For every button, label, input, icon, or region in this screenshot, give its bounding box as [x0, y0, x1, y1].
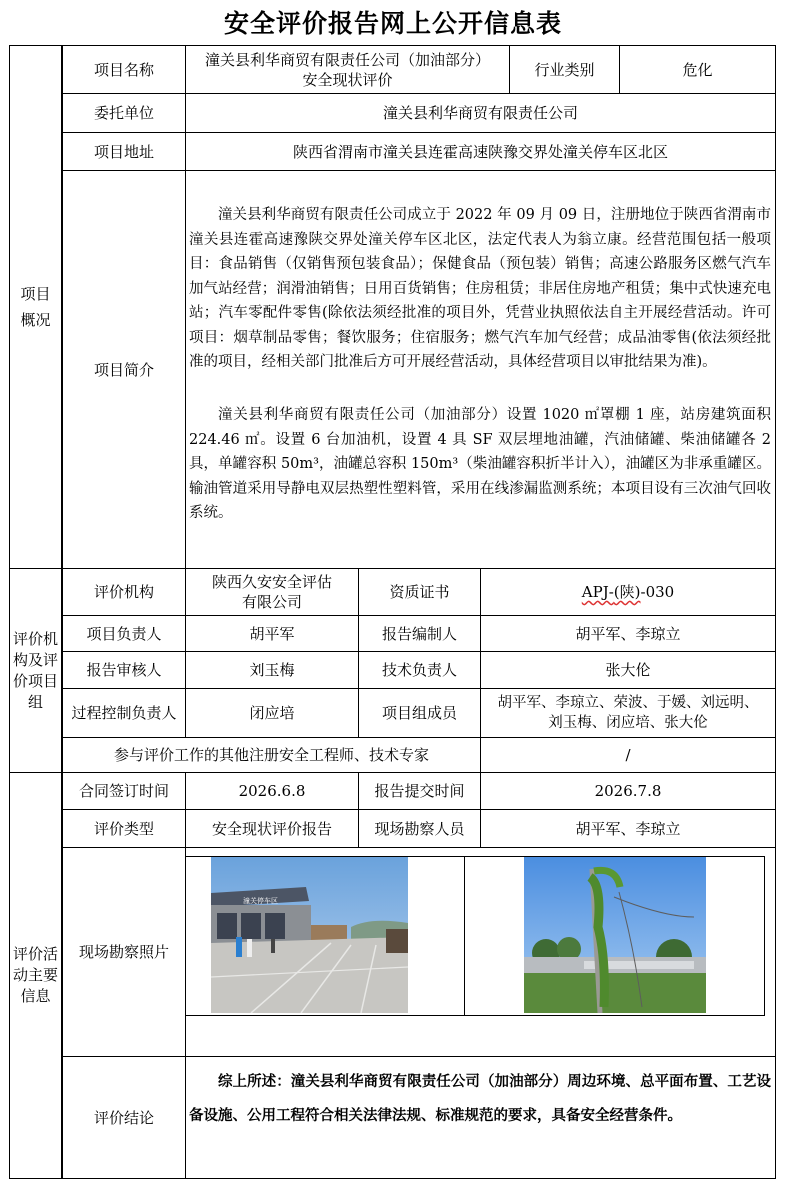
- leader-label: 项目负责人: [62, 615, 186, 652]
- others-label: 参与评价工作的其他注册安全工程师、技术专家: [62, 737, 481, 773]
- client-value: 潼关县利华商贸有限责任公司: [185, 93, 776, 133]
- leader-value: 胡平军: [185, 615, 359, 652]
- intro-paragraph-2: 潼关县利华商贸有限责任公司（加油部分）设置 1020 ㎡罩棚 1 座，站房建筑面积 224.46 ㎡。设置 6 台加油机，设置 4 具 SF 双层埋地油罐，汽油储罐、柴油储罐各 2 具，单罐容积 50m³，油罐总容积 150m³（柴油罐容积折半计入），油罐区为非承重罐区。输油管道采用导静电双层热塑性塑料管，采用在线渗漏监测系统；本项目设有三次油气回收系统。: [189, 407, 771, 521]
- inspectors-value: 胡平军、李琼立: [480, 809, 776, 848]
- submit-label: 报告提交时间: [358, 772, 481, 810]
- writer-value: 胡平军、李琼立: [480, 615, 776, 652]
- submit-value: 2026.7.8: [480, 772, 776, 810]
- members-value: 胡平军、李琼立、荣波、于媛、刘远明、 刘玉梅、闭应培、张大伦: [480, 688, 776, 738]
- cert-mid: (陕): [613, 583, 641, 601]
- type-label: 评价类型: [62, 809, 186, 848]
- type-value: 安全现状评价报告: [185, 809, 359, 848]
- cert-label: 资质证书: [358, 568, 481, 616]
- industry-value: 危化: [619, 45, 776, 94]
- intro-label: 项目简介: [62, 170, 186, 569]
- site-photo-equipment: [524, 857, 706, 1013]
- photos-label: 现场勘察照片: [62, 847, 186, 1057]
- tech-label: 技术负责人: [358, 651, 481, 689]
- cert-suffix: -030: [640, 583, 675, 601]
- members-label: 项目组成员: [358, 688, 481, 738]
- contract-value: 2026.6.8: [185, 772, 359, 810]
- org-value: 陕西久安安全评估 有限公司: [185, 568, 359, 616]
- client-label: 委托单位: [62, 93, 186, 133]
- photo-divider: [464, 856, 465, 1016]
- writer-label: 报告编制人: [358, 615, 481, 652]
- org-label: 评价机构: [62, 568, 186, 616]
- address-label: 项目地址: [62, 132, 186, 171]
- cert-prefix: APJ-: [581, 583, 614, 601]
- industry-label: 行业类别: [509, 45, 620, 94]
- site-photo-service-area: [211, 857, 408, 1013]
- page-title: 安全评价报告网上公开信息表: [223, 9, 562, 38]
- reviewer-value: 刘玉梅: [185, 651, 359, 689]
- inspectors-label: 现场勘察人员: [358, 809, 481, 848]
- cert-value: [480, 568, 776, 616]
- project-name-label: 项目名称: [62, 45, 186, 94]
- reviewer-label: 报告审核人: [62, 651, 186, 689]
- tech-value: 张大伦: [480, 651, 776, 689]
- process-value: 闭应培: [185, 688, 359, 738]
- section-label-text: 项目 概况: [20, 285, 51, 329]
- conclusion-text: 综上所述：潼关县利华商贸有限责任公司（加油部分）周边环境、总平面布置、工艺设备设施、公用工程符合相关法律法规、标准规范的要求，具备安全经营条件。: [189, 1073, 771, 1124]
- section-label-activity: 评价活 动主要 信息: [9, 772, 62, 1179]
- others-value: /: [480, 737, 776, 773]
- contract-label: 合同签订时间: [62, 772, 186, 810]
- photo-sign-text: 潼关停车区: [243, 897, 278, 905]
- section-label-project-overview: [9, 45, 62, 569]
- intro-paragraph-1: 潼关县利华商贸有限责任公司成立于 2022 年 09 月 09 日，注册地位于陕西省渭南市潼关县连霍高速豫陕交界处潼关停车区北区，法定代表人为翁立康。经营范围包括一般项目：食品销售（仅销售预包装食品）；保健食品（预包装）销售；高速公路服务区燃气汽车加气站经营；润滑油销售；日用百货销售；住房租赁；非居住房地产租赁；集中式快速充电站；汽车零配件零售(除依法须经批准的项目外，凭营业执照依法自主开展经营活动。许可项目：烟草制品零售；餐饮服务；住宿服务；燃气汽车加气经营；成品油零售(依法须经批准的项目，经相关部门批准后方可开展经营活动，具体经营项目以审批结果为准)。: [189, 207, 771, 370]
- project-name-value: 潼关县利华商贸有限责任公司（加油部分） 安全现状评价: [185, 45, 510, 94]
- conclusion-label: 评价结论: [62, 1056, 186, 1179]
- process-label: 过程控制负责人: [62, 688, 186, 738]
- address-value: 陕西省渭南市潼关县连霍高速陕豫交界处潼关停车区北区: [185, 132, 776, 171]
- section-label-agency: 评价机 构及评 价项目 组: [9, 568, 62, 773]
